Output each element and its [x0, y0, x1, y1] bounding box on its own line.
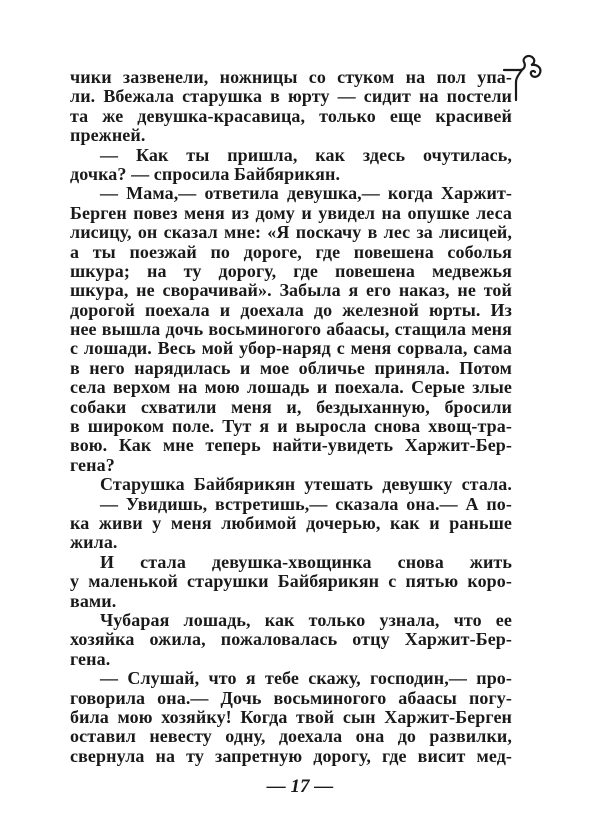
- text-line: гена?: [70, 454, 115, 475]
- text-line: с лошади. Весь мой убор-наряд с меня сорвала, сама: [70, 338, 512, 359]
- text-line: говорила она.— Дочь восьминогого абаасы погу-: [70, 687, 512, 708]
- text-line: — Увидишь, встретишь,— сказала она.— А по-: [100, 493, 512, 514]
- page-number: — 17 —: [266, 776, 334, 797]
- text-line: села верхом на мою лошадь и поехала. Серые злые: [70, 377, 512, 398]
- text-line: И стала девушка-хвощинка снова жить: [100, 551, 512, 572]
- text-line: у маленькой старушки Байбярикян с пятью коро-: [70, 571, 512, 592]
- text-line: била мою хозяйку! Когда твой сын Харжит-Берген: [70, 706, 512, 727]
- text-line: хозяйка ожила, пожаловалась отцу Харжит-Бер-: [70, 629, 512, 650]
- text-line: жила.: [70, 532, 118, 553]
- text-line: вами.: [70, 590, 117, 611]
- text-line: дочка? — спросила Байбярикян.: [70, 163, 341, 184]
- text-line: свернула на ту запретную дорогу, где висит мед-: [70, 745, 512, 766]
- book-page-text: [70, 68, 512, 766]
- text-line: прежней.: [70, 125, 146, 146]
- text-line: оставил невесту одну, доехала она до развилки,: [70, 726, 512, 747]
- text-line: Старушка Байбярикян утешать девушку стала.: [100, 474, 512, 495]
- text-line: — Слушай, что я тебе скажу, господин,— про-: [100, 668, 512, 689]
- text-line: ли. Вбежала старушка в юрту — сидит на постели: [70, 86, 512, 107]
- text-line: Чубарая лошадь, как только узнала, что ее: [100, 609, 512, 630]
- text-line: ка живи у меня любимой дочерью, как и раньше: [70, 512, 512, 533]
- text-line: дорогой поехала и доехала до железной юрты. Из: [70, 299, 512, 320]
- text-line: гена.: [70, 648, 111, 669]
- text-line: в него нарядилась и мое обличье приняла. Потом: [70, 357, 512, 378]
- text-line: Берген повез меня из дому и увидел на опушке леса: [70, 202, 512, 223]
- text-line: шкура; на ту дорогу, где повешена медвежья: [70, 260, 512, 281]
- text-line: та же девушка-красавица, только еще красивей: [70, 105, 512, 126]
- text-line: вою. Как мне теперь найти-увидеть Харжит-Бер-: [70, 435, 512, 456]
- text-line: лисицу, он сказал мне: «Я поскачу в лес за лисицей,: [70, 222, 512, 243]
- text-line: чики зазвенели, ножницы со стуком на пол упа-: [70, 67, 512, 87]
- text-line: — Мама,— ответила девушка,— когда Харжит-: [100, 183, 512, 204]
- text-line: а ты поезжай по дороге, где повешена соболья: [70, 241, 512, 262]
- text-line: — Как ты пришла, как здесь очутилась,: [100, 144, 512, 165]
- text-line: нее вышла дочь восьминогого абаасы, стащила меня: [70, 319, 512, 340]
- text-line: шкура, не сворачивай». Забыла я его наказ, не той: [70, 280, 512, 301]
- text-line: собаки схватили меня и, бездыханную, бросили: [70, 396, 512, 417]
- text-line: в широком поле. Тут я и выросла снова хвощ-тра-: [70, 416, 512, 437]
